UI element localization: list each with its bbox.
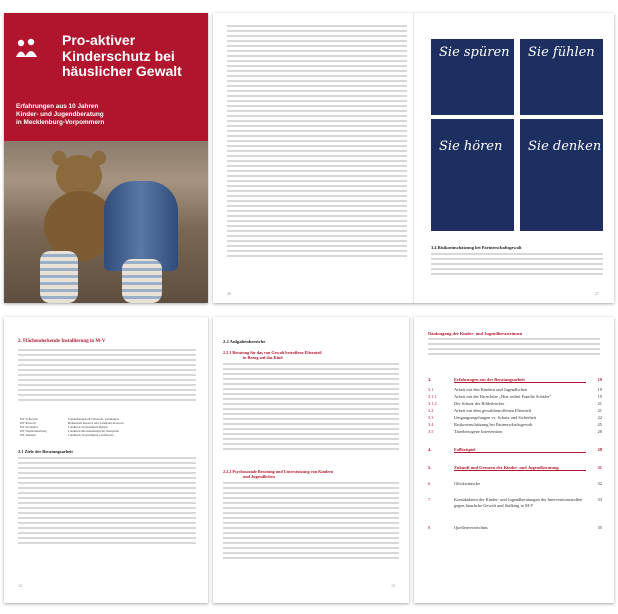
section-2-2-2-text: [223, 482, 399, 572]
toc-label: Risikoeinschätzung bei Partnerschaftsgewalt: [454, 422, 533, 427]
sub-heading-2-2-1-cont: in Bezug auf das Kind: [243, 355, 283, 360]
toc-num: 7.: [428, 497, 432, 502]
toc-page: 28: [597, 447, 602, 452]
section-2-1-text: [18, 457, 196, 557]
toc-num: 3.4: [428, 422, 434, 427]
panel-sie-denken: [520, 119, 603, 231]
toc-entry[interactable]: [428, 401, 602, 406]
toc-entry[interactable]: [428, 497, 602, 508]
page-number-right: 27: [595, 291, 599, 296]
toc-entry[interactable]: [428, 465, 602, 471]
panel-heading: Sie fühlen: [528, 45, 595, 60]
ist-locations-list: [20, 417, 196, 437]
list-value: Landkreis Mecklenburgische Seenplatte: [68, 429, 120, 433]
toc-label: Erfahrungen aus der Beratungsarbeit: [454, 377, 586, 383]
list-key: IST Schwerin: [20, 417, 38, 421]
cover-title-line1: Pro-aktiver: [62, 32, 136, 48]
list-key: IST Rostock: [20, 421, 36, 425]
chapter-heading-2: 2. Flächendeckende Installierung in M-V: [18, 339, 106, 344]
cover-subtitle-line1: Erfahrungen aus 10 Jahren: [16, 103, 99, 110]
panel-heading: Sie hören: [439, 139, 503, 154]
chapter-2-text: [18, 349, 196, 409]
list-key: IST Neubrandenburg: [20, 429, 47, 433]
list-key: IST Stralsund: [20, 425, 38, 429]
cover-subtitle-line2: Kinder- und Jugendberatung: [16, 111, 104, 118]
toc-page: 35: [597, 525, 602, 530]
toc-entry[interactable]: [428, 525, 602, 530]
toc-num: 4.: [428, 447, 432, 452]
section-3-4-text: [431, 253, 603, 283]
page-number: 12: [18, 583, 22, 588]
toc-num: 3.1.1: [428, 394, 437, 399]
toc-page: 21: [597, 408, 602, 413]
panel-heading: Sie denken: [528, 139, 602, 154]
toc-num: 6.: [428, 481, 432, 486]
toc-page: 33: [597, 497, 602, 502]
spread-left-text: [227, 25, 407, 265]
table-of-contents-page: [414, 317, 614, 603]
toc-intro-text: [428, 338, 600, 356]
list-value: Landkreis Vorpommern-Rügen: [68, 425, 108, 429]
page-number: 13: [391, 583, 395, 588]
toc-page: 19: [597, 387, 602, 392]
toc-entry[interactable]: [428, 408, 602, 413]
cover-title-line2: Kinderschutz bei: [62, 47, 175, 64]
brochure-cover: [4, 13, 208, 303]
sub-heading-2-2-2: 2.2.2 Psychosoziale Beratung und Unterstützung von Kindern: [223, 469, 334, 474]
panel-heading: Sie spüren: [439, 45, 510, 60]
toc-entry[interactable]: [428, 394, 602, 399]
cover-subtitle-line3: in Mecklenburg-Vorpommern: [16, 119, 105, 126]
toc-num: 3.: [428, 377, 432, 382]
toc-label: Zukunft und Grenzen der Kinder- und Jugendberatung: [454, 465, 586, 471]
sub-heading-2-2-2-cont: und Jugendlichen: [243, 474, 275, 479]
toc-label: Arbeit mit den Kindern und Jugendlichen: [454, 387, 528, 392]
list-value: Landeshauptstadt Schwerin, Landkreise: [68, 417, 119, 421]
toc-num: 3.1.2: [428, 401, 437, 406]
toc-num: 3.1: [428, 387, 434, 392]
section-title-3-4: 3.4 Risikoeinschätzung bei Partnerschaftsgewalt: [431, 245, 522, 250]
toc-page: 32: [597, 481, 602, 486]
toc-num: 5.: [428, 465, 432, 470]
toc-entry[interactable]: [428, 447, 602, 453]
panel-sie-fuehlen: [520, 39, 603, 115]
page-13: [213, 317, 409, 603]
list-value: Landkreis Vorpommern-Greifswald: [68, 433, 114, 437]
page-number-left: 26: [227, 291, 231, 296]
cover-title-line3: häuslicher Gewalt: [62, 63, 182, 79]
section-2-2-1-text: [223, 363, 399, 463]
toc-page: 31: [597, 465, 602, 470]
toc-intro-heading: Danksagung der Kinder- und Jugendberaterinnen: [428, 331, 523, 336]
toc-label: Quellenverzeichnis: [454, 525, 488, 530]
toc-label: Kontaktdaten der Kinder- und Jugendberatungen der Interventionsstellen gegen häusliche Gewalt und Stalking in M-V: [454, 497, 583, 508]
cover-logo: [14, 37, 40, 57]
toc-entry[interactable]: [428, 377, 602, 383]
toc-page: 26: [597, 429, 602, 434]
toc-num: 3.5: [428, 429, 434, 434]
panel-sie-hoeren: [431, 119, 514, 231]
toc-entry[interactable]: [428, 422, 602, 427]
toc-num: 3.2: [428, 408, 434, 413]
toc-label: Fallbeispiel: [454, 447, 586, 453]
toc-entry[interactable]: [428, 429, 602, 434]
sub-heading-2-1: 2.1 Ziele der Beratungsarbeit: [18, 449, 73, 454]
toc-num: 8.: [428, 525, 432, 530]
toc-num: 3.3: [428, 415, 434, 420]
toc-page: 21: [597, 401, 602, 406]
toc-entry[interactable]: [428, 387, 602, 392]
toc-label: Täterbezogene Intervention: [454, 429, 503, 434]
panel-sie-spueren: [431, 39, 514, 115]
toc-entry[interactable]: [428, 415, 602, 420]
sub-heading-2-2-1: 2.2.1 Beratung für das von Gewalt betroffene Elternteil: [223, 350, 322, 355]
toc-page: 22: [597, 415, 602, 420]
toc-page: 19: [597, 377, 602, 382]
page-12: [4, 317, 208, 603]
heading-2-2: 2.2 Aufgabenbereiche: [223, 339, 266, 344]
list-key: IST Anklam: [20, 433, 36, 437]
inner-spread-pages-26-27: [213, 13, 614, 303]
toc-page: 25: [597, 422, 602, 427]
toc-label: Der Schutz der Bilderbücher: [454, 401, 505, 406]
cover-photo-child-with-teddy: [4, 141, 208, 303]
toc-entry[interactable]: [428, 481, 602, 486]
toc-label: Arbeit mit dem gewaltbetroffenen Elternteil: [454, 408, 532, 413]
toc-label: Umgangsregelungen vs. Schutz und Sicherheit: [454, 415, 537, 420]
list-value: Hansestadt Rostock und Landkreis Rostock: [68, 421, 124, 425]
toc-label: Arbeit mit der Broschüre „Hier redest Familie Schäfer": [454, 394, 552, 399]
toc-label: Glückwünsche: [454, 481, 481, 486]
toc-page: 19: [597, 394, 602, 399]
